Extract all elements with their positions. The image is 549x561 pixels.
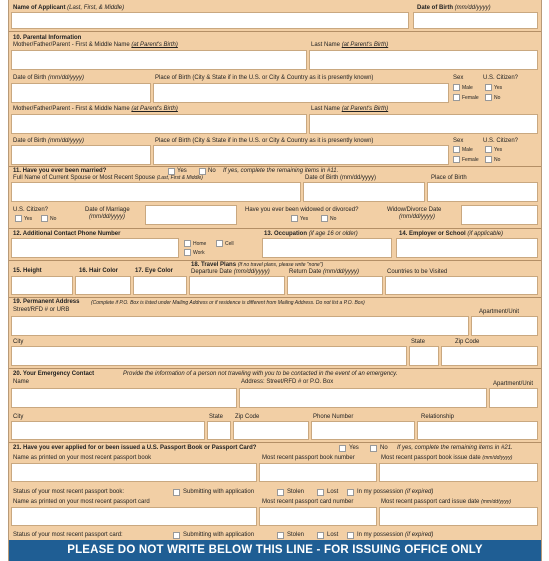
label-widowed: Have you ever been widowed or divorced? [245, 207, 359, 213]
label-yes: Yes [24, 216, 33, 222]
parent1-male-checkbox[interactable] [453, 84, 460, 91]
label-book-date: Most recent passport book issue date (mm/dd/yyyy) [381, 455, 513, 461]
city-field[interactable] [11, 346, 407, 366]
parent1-citizen-no-checkbox[interactable] [485, 94, 492, 101]
label-city: City [13, 339, 24, 345]
parent1-dob-field[interactable] [11, 83, 151, 103]
label-card-name: Name as printed on your most recent passport card [13, 499, 150, 505]
label-hair: 16. Hair Color [79, 268, 119, 274]
card-number-field[interactable] [259, 507, 377, 526]
label-widow-date: Widow/Divorce Date [387, 207, 442, 213]
label-no: No [494, 95, 501, 101]
parent2-male-checkbox[interactable] [453, 146, 460, 153]
label-apt: Apartment/Unit [479, 309, 520, 315]
parent2-pob-field[interactable] [153, 145, 449, 165]
parent2-last-field[interactable] [309, 114, 538, 134]
label-street: Street/RFD # or URB [13, 307, 70, 313]
emergency-state-field[interactable] [207, 421, 231, 440]
label-card-date: Most recent passport card issue date (mm/dd/yyyy) [381, 499, 512, 505]
emergency-zip-field[interactable] [233, 421, 309, 440]
occupation-field[interactable] [262, 238, 392, 258]
label-parent1-sex: Sex [453, 75, 464, 81]
label-submitting: Submitting with application [183, 489, 255, 495]
parent1-citizen-yes-checkbox[interactable] [485, 84, 492, 91]
book-date-field[interactable] [379, 463, 538, 482]
label-stolen: Stolen [287, 532, 305, 538]
marriage-date-field[interactable] [145, 205, 237, 225]
label-emergency-name: Name [13, 379, 30, 385]
card-submitting-checkbox[interactable] [173, 532, 180, 539]
label-height: 15. Height [13, 268, 42, 274]
label-applicant-dob: Date of Birth (mm/dd/yyyy) [417, 5, 491, 11]
widowed-no-checkbox[interactable] [321, 215, 328, 222]
parent2-citizen-no-checkbox[interactable] [485, 156, 492, 163]
label-submitting: Submitting with application [183, 532, 255, 538]
label-parent2-dob: Date of Birth (mm/dd/yyyy) [13, 138, 85, 144]
issuing-office-banner-text: PLEASE DO NOT WRITE BELOW THIS LINE - FOR ISSUING OFFICE ONLY [67, 544, 483, 556]
section-21-question: 21. Have you ever applied for or been issued a U.S. Passport Book or Passport Card? [13, 445, 257, 451]
phone-work-checkbox[interactable] [184, 249, 191, 256]
label-yes: Yes [300, 216, 309, 222]
card-date-field[interactable] [379, 507, 538, 526]
emergency-address-field[interactable] [239, 388, 487, 408]
relationship-field[interactable] [417, 421, 538, 440]
book-stolen-checkbox[interactable] [277, 489, 284, 496]
departure-date-field[interactable] [189, 276, 285, 295]
card-possession-checkbox[interactable] [347, 532, 354, 539]
label-card-number: Most recent passport card number [262, 499, 354, 505]
card-name-field[interactable] [11, 507, 257, 526]
label-departure: Departure Date (mm/dd/yyyy) [191, 269, 270, 275]
label-eye: 17. Eye Color [135, 268, 174, 274]
card-stolen-checkbox[interactable] [277, 532, 284, 539]
passport-no-checkbox[interactable] [370, 445, 377, 452]
label-card-status: Status of your most recent passport card: [13, 532, 123, 538]
hair-color-field[interactable] [75, 276, 131, 295]
emergency-apt-field[interactable] [489, 388, 538, 408]
label-spouse-name: Full Name of Current Spouse or Most Recent Spouse (Last, First & Middle) [13, 175, 203, 181]
label-parent1-last: Last Name (at Parent's Birth) [311, 42, 389, 48]
emergency-city-field[interactable] [11, 421, 205, 440]
label-parent1-first: Mother/Father/Parent - First & Middle Name (at Parent's Birth) [13, 42, 178, 48]
widowed-yes-checkbox[interactable] [291, 215, 298, 222]
label-occupation: 13. Occupation (if age 16 or older) [264, 231, 358, 237]
label-no: No [494, 157, 501, 163]
label-spouse-dob: Date of Birth (mm/dd/yyyy) [305, 175, 377, 181]
card-lost-checkbox[interactable] [317, 532, 324, 539]
label-widow-hint: (mm/dd/yyyy) [399, 214, 435, 220]
apt-field[interactable] [471, 316, 538, 336]
label-yes: Yes [494, 147, 503, 153]
state-field[interactable] [409, 346, 439, 366]
label-book-number: Most recent passport book number [262, 455, 355, 461]
label-no: No [50, 216, 57, 222]
passport-application-form [8, 0, 542, 561]
phone-cell-checkbox[interactable] [216, 240, 223, 247]
book-name-field[interactable] [11, 463, 257, 482]
label-lost: Lost [327, 532, 339, 538]
passport-note: If yes, complete the remaining items in #21. [397, 445, 513, 451]
label-stolen: Stolen [287, 489, 305, 495]
label-emergency-city: City [13, 414, 24, 420]
label-emergency-address: Address: Street/RFD # or P.O. Box [241, 379, 334, 385]
label-female: Female [462, 157, 479, 163]
label-emergency-phone: Phone Number [313, 414, 354, 420]
label-employer: 14. Employer or School (if applicable) [399, 231, 504, 237]
section-19-hint: (Complete if P.O. Box is listed under Mailing Address or if residence is different from Mailing Address. Do not list a P.O. Box) [91, 300, 365, 306]
zip-field[interactable] [441, 346, 538, 366]
label-applicant-name: Name of Applicant (Last, First, & Middle) [13, 5, 125, 11]
divider [9, 260, 541, 261]
label-female: Female [462, 95, 479, 101]
label-lost: Lost [327, 489, 339, 495]
label-contact-phone: 12. Additional Contact Phone Number [13, 231, 121, 237]
emergency-phone-field[interactable] [311, 421, 415, 440]
label-spouse-pob: Place of Birth [431, 175, 467, 181]
label-parent2-pob: Place of Birth (City & State if in the U.S. or City & Country as it is presently known) [155, 138, 374, 144]
label-no: No [330, 216, 337, 222]
book-possession-checkbox[interactable] [347, 489, 354, 496]
label-return: Return Date (mm/dd/yyyy) [289, 269, 360, 275]
label-male: Male [462, 85, 473, 91]
label-cell: Cell [225, 241, 234, 247]
countries-field[interactable] [385, 276, 538, 295]
parent1-last-field[interactable] [309, 50, 538, 70]
section-10-title: 10. Parental Information [13, 35, 82, 41]
widow-date-field[interactable] [461, 205, 538, 225]
label-possession: In my possession (if expired) [357, 489, 434, 495]
label-married-no: No [208, 168, 216, 174]
divider [9, 228, 541, 229]
section-20-hint: Provide the information of a person not traveling with you to be contacted in the event of an emergency. [123, 371, 398, 377]
height-field[interactable] [11, 276, 73, 295]
label-yes: Yes [494, 85, 503, 91]
parent1-pob-field[interactable] [153, 83, 449, 103]
label-spouse-citizen: U.S. Citizen? [13, 207, 49, 213]
label-married-yes: Yes [177, 168, 187, 174]
parent1-female-checkbox[interactable] [453, 94, 460, 101]
label-passport-yes: Yes [349, 445, 359, 451]
married-no-checkbox[interactable] [199, 168, 206, 175]
divider [9, 368, 541, 369]
label-possession: In my possession (if expired) [357, 532, 434, 538]
married-note: If yes, complete the remaining items in #11. [223, 168, 339, 174]
book-submitting-checkbox[interactable] [173, 489, 180, 496]
divider [9, 31, 541, 32]
phone-home-checkbox[interactable] [184, 240, 191, 247]
emergency-name-field[interactable] [11, 388, 237, 408]
divider [9, 442, 541, 443]
parent2-first-field[interactable] [11, 114, 307, 134]
label-emergency-state: State [209, 414, 224, 420]
return-date-field[interactable] [287, 276, 383, 295]
label-home: Home [193, 241, 207, 247]
married-yes-checkbox[interactable] [168, 168, 175, 175]
passport-yes-checkbox[interactable] [339, 445, 346, 452]
label-work: Work [193, 250, 205, 256]
spouse-pob-field[interactable] [427, 182, 538, 202]
section-11-question: 11. Have you ever been married? [13, 168, 107, 174]
label-state: State [411, 339, 426, 345]
spouse-dob-field[interactable] [303, 182, 425, 202]
label-parent2-last: Last Name (at Parent's Birth) [311, 106, 389, 112]
divider [9, 166, 541, 167]
label-parent2-sex: Sex [453, 138, 464, 144]
book-lost-checkbox[interactable] [317, 489, 324, 496]
label-travel: 18. Travel Plans (If no travel plans, please write "none") [191, 262, 324, 268]
eye-color-field[interactable] [133, 276, 187, 295]
employer-field[interactable] [396, 238, 538, 258]
label-emergency-zip: Zip Code [235, 414, 260, 420]
label-book-name: Name as printed on your most recent passport book [13, 455, 152, 461]
label-relationship: Relationship [421, 414, 455, 420]
issuing-office-banner [9, 540, 541, 561]
label-zip: Zip Code [455, 339, 480, 345]
street-field[interactable] [11, 316, 469, 336]
label-parent1-citizen: U.S. Citizen? [483, 75, 519, 81]
label-parent1-pob: Place of Birth (City & State if in the U.S. or City & Country as it is presently known) [155, 75, 374, 81]
spouse-citizen-no-checkbox[interactable] [41, 215, 48, 222]
label-marriage-date: Date of Marriage [85, 207, 130, 213]
parent1-first-field[interactable] [11, 50, 307, 70]
label-passport-no: No [380, 445, 388, 451]
label-male: Male [462, 147, 473, 153]
section-19-title: 19. Permanent Address [13, 299, 80, 305]
label-marriage-hint: (mm/dd/yyyy) [89, 214, 125, 220]
divider [9, 297, 541, 298]
label-parent2-citizen: U.S. Citizen? [483, 138, 519, 144]
spouse-name-field[interactable] [11, 182, 301, 202]
spouse-citizen-yes-checkbox[interactable] [15, 215, 22, 222]
label-parent2-first: Mother/Father/Parent - First & Middle Name (at Parent's Birth) [13, 106, 178, 112]
parent2-female-checkbox[interactable] [453, 156, 460, 163]
section-20-title: 20. Your Emergency Contact [13, 371, 95, 377]
contact-phone-field[interactable] [11, 238, 179, 258]
book-number-field[interactable] [259, 463, 377, 482]
label-countries: Countries to be Visited [387, 269, 448, 275]
applicant-name-field[interactable] [11, 12, 409, 29]
parent2-dob-field[interactable] [11, 145, 151, 165]
applicant-dob-field[interactable] [413, 12, 538, 29]
label-parent1-dob: Date of Birth (mm/dd/yyyy) [13, 75, 85, 81]
label-book-status: Status of your most recent passport book: [13, 489, 125, 495]
label-emergency-apt: Apartment/Unit [493, 381, 534, 387]
parent2-citizen-yes-checkbox[interactable] [485, 146, 492, 153]
